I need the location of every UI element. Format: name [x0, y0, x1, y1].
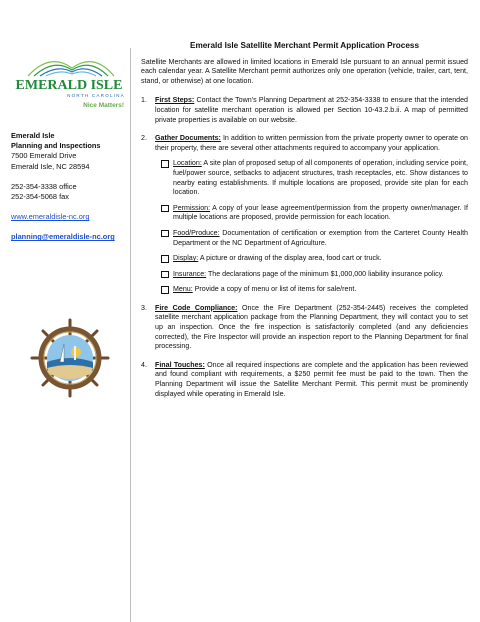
- item-label: Menu:: [173, 285, 193, 294]
- item-label: Permission:: [173, 203, 211, 212]
- step-text: Contact the Town’s Planning Department at 252-354-3338 to ensure that the intended location for satellite merchant operation is allowed per Section 10-43.2.b.ii. A map of permitted private properties is available on our website.: [155, 96, 468, 124]
- item-text: Provide a copy of menu or list of items for sale/rent.: [192, 285, 357, 294]
- document-body: [141, 41, 468, 408]
- logo-subtext: NORTH CAROLINA: [67, 93, 125, 98]
- step-gather-documents: [141, 134, 468, 295]
- dept-name: Emerald Isle: [11, 131, 55, 140]
- checkbox-icon[interactable]: [161, 230, 169, 238]
- office-phone: 252-354-3338 office: [11, 181, 77, 191]
- sidebar: [0, 0, 130, 622]
- step-final-touches: [141, 361, 468, 399]
- email-link[interactable]: planning@emeraldisle-nc.org: [11, 232, 115, 242]
- checkbox-icon[interactable]: [161, 205, 169, 213]
- address-line2: Emerald Isle, NC 28594: [11, 161, 90, 171]
- page-title: Emerald Isle Satellite Merchant Permit Application Process: [189, 41, 420, 50]
- intro-paragraph: Satellite Merchants are allowed in limited locations in Emerald Isle pursuant to an annual permit issued each calendar year. A Satellite Merchant permit authorizes only one operation (vehicle, trailer, cart, tent, stand, or otherwise) at one location.: [141, 57, 468, 85]
- tagline: Nice Matters!: [83, 102, 124, 109]
- fax-number: 252-354-5068 fax: [11, 192, 69, 202]
- step-text: Once all required inspections are complete and the application has been reviewed and found compliant with requirements, a $250 permit fee must be paid to the town. Then the Planning Department will issue the Satellite Merchant Permit. This permit must be prominently displayed while operating in Emerald Isle.: [155, 360, 468, 398]
- step-heading: Final Touches:: [155, 360, 205, 369]
- item-label: Location:: [173, 159, 202, 168]
- item-text: A site plan of proposed setup of all components of operation, including service point, fuel/power source, setbacks to adjacent structures, trash receptacles, etc. Show distances to nearby eating establishments. If multiple locations are proposed, provide site plan for each location.: [173, 159, 468, 197]
- step-first-steps: [141, 96, 468, 125]
- item-text: A copy of your lease agreement/permission from the property owner/manager. If multiple locations are proposed, provide permission for each location.: [173, 203, 468, 222]
- sidebar-divider: [130, 48, 131, 622]
- office-contact: [11, 131, 115, 243]
- town-seal: [30, 318, 110, 398]
- step-number: 4.: [141, 360, 147, 369]
- step-fire-code: [141, 304, 468, 352]
- checklist-item-location: [161, 159, 468, 197]
- checklist-item-food-produce: [161, 229, 468, 248]
- website-link[interactable]: www.emeraldisle-nc.org: [11, 212, 90, 222]
- checkbox-icon[interactable]: [161, 255, 169, 263]
- logo-text: EMERALD ISLE: [15, 78, 123, 93]
- step-number: 3.: [141, 303, 147, 312]
- step-heading: First Steps:: [155, 96, 195, 105]
- checklist-item-menu: [161, 285, 468, 295]
- item-label: Food/Produce:: [173, 228, 220, 237]
- item-text: A picture or drawing of the display area, food cart or truck.: [198, 254, 382, 263]
- item-text: Documentation of certification or exemption from the Carteret County Health Department or the NC Department of Agriculture.: [173, 228, 468, 247]
- step-heading: Gather Documents:: [155, 134, 221, 143]
- item-text: The declarations page of the minimum $1,000,000 liability insurance policy.: [206, 269, 444, 278]
- checkbox-icon[interactable]: [161, 286, 169, 294]
- dept-division: Planning and Inspections: [11, 141, 101, 151]
- checkbox-icon[interactable]: [161, 271, 169, 279]
- item-label: Display:: [173, 254, 199, 263]
- address-line1: 7500 Emerald Drive: [11, 151, 77, 161]
- step-heading: Fire Code Compliance:: [155, 303, 238, 312]
- item-label: Insurance:: [173, 269, 207, 278]
- town-logo: [10, 50, 128, 100]
- step-number: 1.: [141, 96, 147, 105]
- step-text: Once the Fire Department (252-354-2445) receives the completed satellite merchant application package from the Planning Department, they will contact you to set up an inspection. Once the fire inspection is satisfactorily completed (and any deficiencies corrected), the Fire Inspector will provide an inspection report to the Planning Department for final processing.: [155, 303, 468, 351]
- checklist-item-display: [161, 254, 468, 264]
- checklist-item-insurance: [161, 270, 468, 280]
- step-number: 2.: [141, 134, 147, 143]
- step-text: In addition to written permission from the private property owner to operate on their property, there are several other attachments required to accompany your application.: [155, 134, 468, 152]
- checkbox-icon[interactable]: [161, 160, 169, 168]
- checklist-item-permission: [161, 204, 468, 223]
